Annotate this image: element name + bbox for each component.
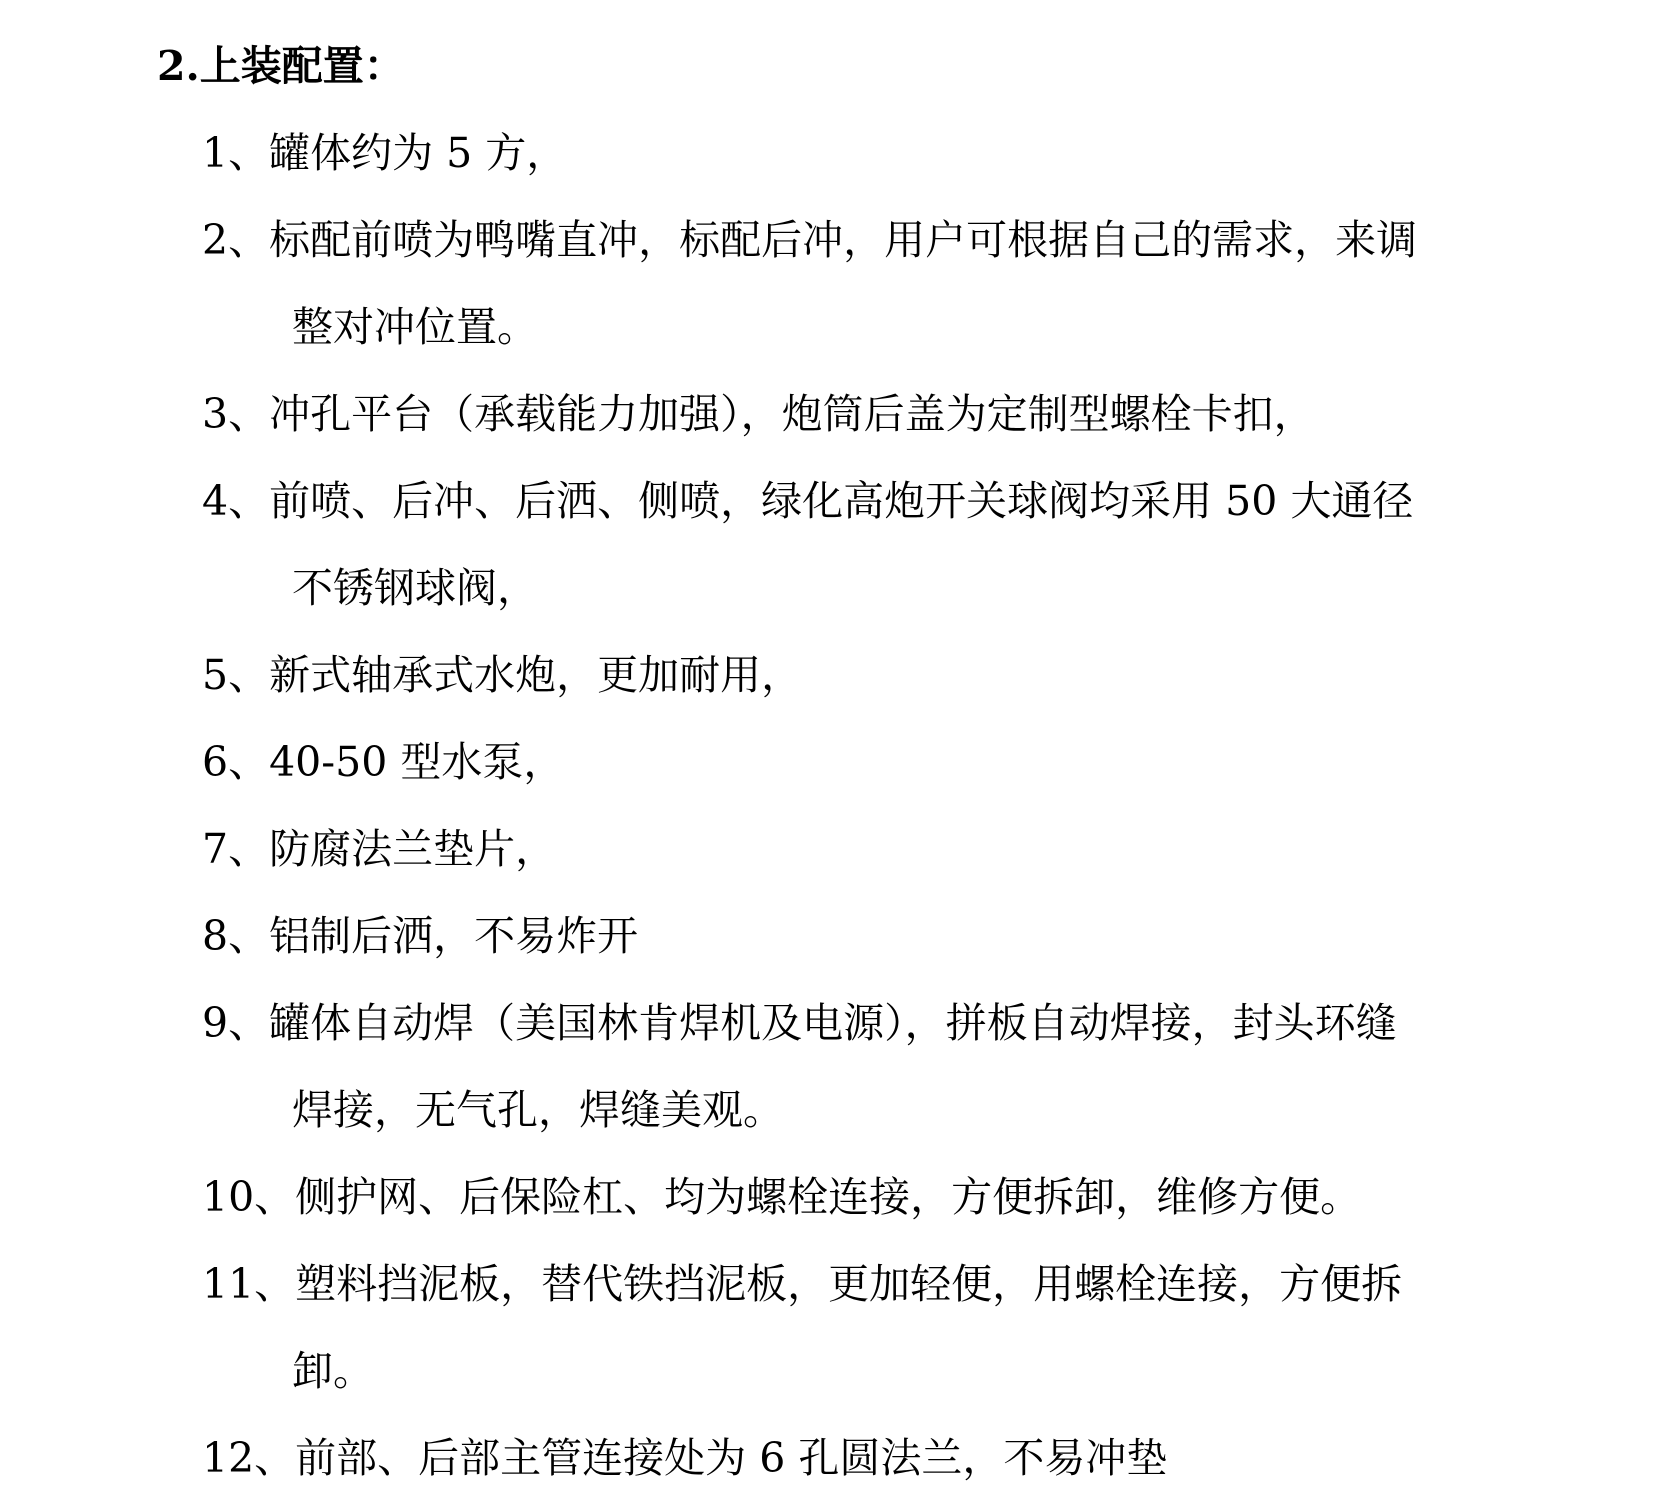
list-item-text: 12、前部、后部主管连接处为 6 孔圆法兰，不易冲垫 — [202, 1434, 1168, 1482]
list-item — [202, 118, 1502, 205]
list-item — [202, 727, 1502, 814]
list-item-text: 6、40-50 型水泵， — [202, 738, 565, 786]
list-item — [202, 814, 1502, 901]
list-item-text: 8、铝制后洒，不易炸开 — [202, 912, 639, 960]
list-item — [202, 901, 1502, 988]
list-item-text: 5、新式轴承式水炮，更加耐用， — [202, 651, 803, 699]
list-item — [202, 379, 1502, 466]
list-item — [202, 205, 1502, 379]
list-item-continuation: 不锈钢球阀， — [292, 564, 538, 612]
list-item — [202, 988, 1502, 1162]
list-item — [202, 1162, 1502, 1249]
list-item-continuation: 卸。 — [292, 1347, 374, 1395]
list-item-text: 9、罐体自动焊（美国林肯焊机及电源），拼板自动焊接，封头环缝 — [202, 999, 1397, 1047]
configuration-list — [202, 118, 1502, 1510]
list-item — [202, 466, 1502, 640]
list-item — [202, 640, 1502, 727]
list-item-text: 11、塑料挡泥板，替代铁挡泥板，更加轻便，用螺栓连接，方便拆 — [202, 1260, 1403, 1308]
section-heading: 2.上装配置： — [157, 42, 405, 90]
list-item-text: 1、罐体约为 5 方， — [202, 129, 568, 177]
list-item-continuation: 焊接，无气孔，焊缝美观。 — [292, 1086, 784, 1134]
list-item-continuation: 整对冲位置。 — [292, 303, 538, 351]
list-item-text: 7、防腐法兰垫片， — [202, 825, 557, 873]
list-item-text: 4、前喷、后冲、后洒、侧喷，绿化高炮开关球阀均采用 50 大通径 — [202, 477, 1414, 525]
list-item-text: 2、标配前喷为鸭嘴直冲，标配后冲，用户可根据自己的需求，来调 — [202, 216, 1418, 264]
list-item-text: 3、冲孔平台（承载能力加强），炮筒后盖为定制型螺栓卡扣， — [202, 390, 1315, 438]
list-item — [202, 1423, 1502, 1510]
list-item-text: 10、侧护网、后保险杠、均为螺栓连接，方便拆卸，维修方便。 — [202, 1173, 1362, 1221]
list-item — [202, 1249, 1502, 1423]
